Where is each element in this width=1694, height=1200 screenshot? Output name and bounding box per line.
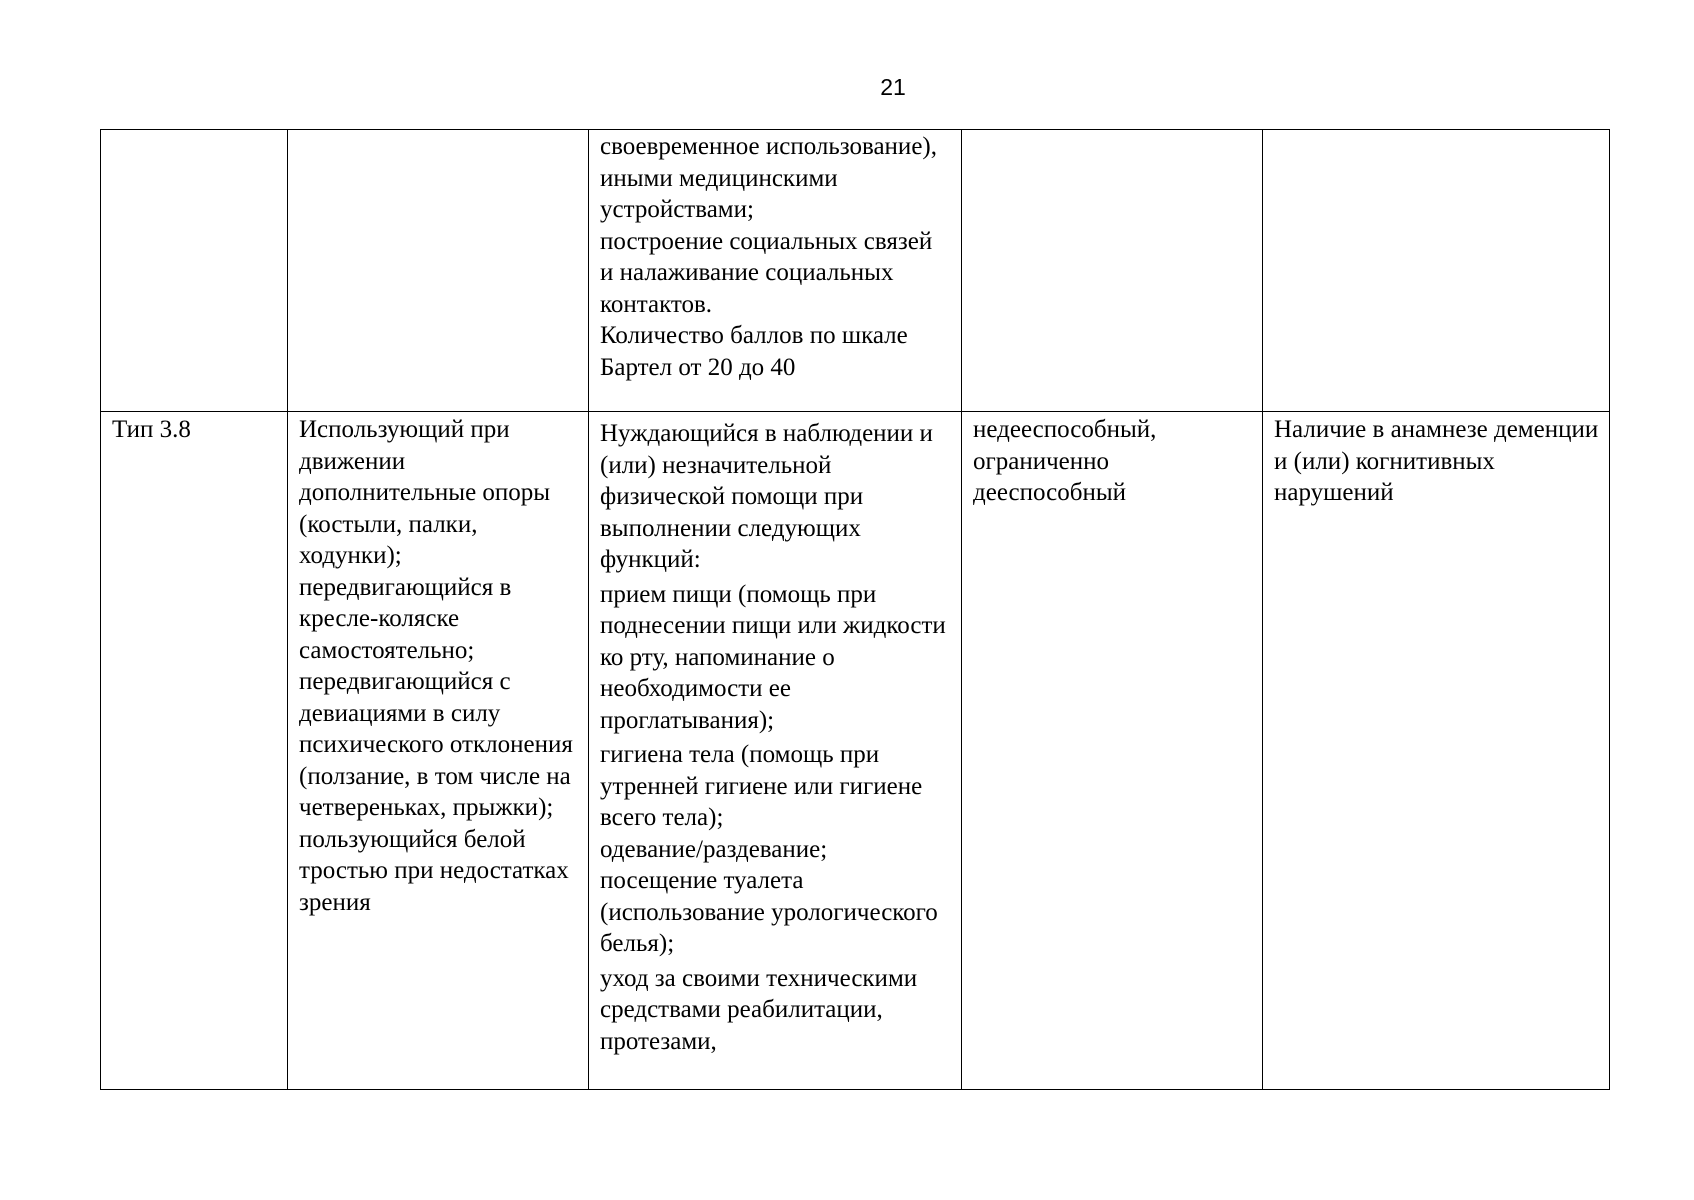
needs-care-aids: уход за своими техническими средствами реабилитации, протезами,	[600, 964, 918, 1055]
cell-type-label	[101, 412, 288, 1090]
table-row-type-3-8	[101, 412, 1610, 1090]
cell-type-empty	[101, 130, 288, 412]
cell-capacity	[962, 412, 1263, 1090]
cell-anamnesis-empty	[1263, 130, 1610, 412]
cell-anamnesis	[1263, 412, 1610, 1090]
needs-eating: прием пищи (помощь при поднесении пищи или жидкости ко рту, напоминание о необходимости ее проглатывания);	[600, 580, 946, 734]
needs-continuation-text: своевременное использование), иными медицинскими устройствами; построение социальных связей и налаживание социальных контактов. Количество баллов по шкале Бартел от 20 до 40	[600, 133, 937, 381]
needs-hygiene: гигиена тела (помощь при утренней гигиене или гигиене всего тела); одевание/раздевание; посещение туалета (использование урологического белья);	[600, 741, 938, 957]
classification-table	[100, 129, 1610, 1090]
mobility-text: Использующий при движении дополнительные опоры (костыли, палки, ходунки); передвигающийся в кресле-коляске самостоятельно; передвигающийся с девиациями в силу психического отклонения (ползание, в том числе на четвереньках, прыжки); пользующийся белой тростью при недостатках зрения	[299, 416, 573, 916]
needs-intro: Нуждающийся в наблюдении и (или) незначительной физической помощи при выполнении следующих функций:	[600, 420, 933, 573]
cell-capacity-empty	[962, 130, 1263, 412]
cell-mobility	[288, 412, 589, 1090]
cell-needs	[589, 412, 962, 1090]
page-number: 21	[880, 74, 906, 100]
anamnesis-text: Наличие в анамнезе деменции и (или) когнитивных нарушений	[1274, 416, 1599, 506]
cell-mobility-empty	[288, 130, 589, 412]
type-label: Тип 3.8	[112, 416, 191, 443]
cell-needs-continuation	[589, 130, 962, 412]
table-row-continuation	[101, 130, 1610, 412]
capacity-text: недееспособный, ограниченно дееспособный	[973, 416, 1157, 506]
